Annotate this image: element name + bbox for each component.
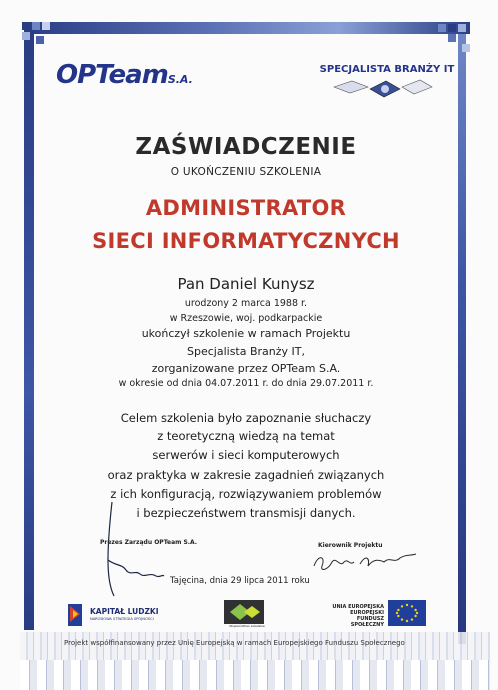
president-signature xyxy=(96,500,176,600)
frame-right-border xyxy=(458,34,466,644)
frame-left-border xyxy=(24,30,34,630)
birth-place: w Rzeszowie, woj. podkarpackie xyxy=(169,313,323,324)
organizer-text: zorganizowane przez OPTeam S.A. xyxy=(151,362,341,375)
project-manager-signature-label: Kierownik Projektu xyxy=(318,542,383,549)
project-name: Specjalista Branży IT, xyxy=(187,345,305,358)
completion-text: ukończył szkolenie w ramach Projektu xyxy=(141,327,351,340)
recipient-name: Pan Daniel Kunysz xyxy=(177,275,315,293)
goal-line: z ich konfiguracją, rozwiązywaniem problemów xyxy=(110,487,382,501)
course-name-line2: SIECI INFORMATYCZNYCH xyxy=(92,229,400,253)
bottom-decorative-stripes-lower xyxy=(20,660,490,690)
issue-date-place: Tajęcina, dnia 29 lipca 2011 roku xyxy=(170,576,310,586)
goal-line: oraz praktyka w zakresie zagadnień związanych xyxy=(107,468,385,482)
goal-line: Celem szkolenia było zapoznanie słuchaczy xyxy=(120,411,372,425)
opteam-logo: OPTeamS.A. xyxy=(56,60,193,90)
specjalista-badge-icon xyxy=(330,77,434,99)
wojewodztwo-logo-icon xyxy=(224,600,264,624)
goal-line: serwerów i sieci komputerowych xyxy=(152,448,340,462)
wojewodztwo-logo-text: Województwo Lubelskie xyxy=(229,624,265,628)
footer-cofinancing-note: Projekt współfinansowany przez Unię Europejską w ramach Europejskiego Funduszu Społecznego xyxy=(64,639,405,647)
kapital-ludzki-subtitle: NARODOWA STRATEGIA SPÓJNOŚCI xyxy=(90,617,154,621)
eu-flag-icon xyxy=(388,600,426,626)
certificate-subtitle: O UKOŃCZENIU SZKOLENIA xyxy=(170,166,322,178)
birth-date: urodzony 2 marca 1988 r. xyxy=(184,298,308,309)
project-manager-signature xyxy=(310,548,420,578)
eu-logo-text: UNIA EUROPEJSKA EUROPEJSKI FUNDUSZ SPOŁECZNY xyxy=(332,604,384,628)
course-name-line1: ADMINISTRATOR xyxy=(145,196,347,220)
training-period: w okresie od dnia 04.07.2011 r. do dnia 29.07.2011 r. xyxy=(118,378,374,389)
goal-line: i bezpieczeństwem transmisji danych. xyxy=(136,506,356,520)
specjalista-badge-text: SPECJALISTA BRANŻY IT xyxy=(319,64,455,75)
president-signature-label: Prezes Zarządu OPTeam S.A. xyxy=(100,539,198,546)
goal-line: z teoretyczną wiedzą na temat xyxy=(157,429,335,443)
kapital-ludzki-title: KAPITAŁ LUDZKI xyxy=(90,607,159,616)
frame-top-border xyxy=(30,22,470,34)
certificate-title: ZAŚWIADCZENIE xyxy=(135,134,357,160)
logo-suffix: S.A. xyxy=(167,73,193,86)
